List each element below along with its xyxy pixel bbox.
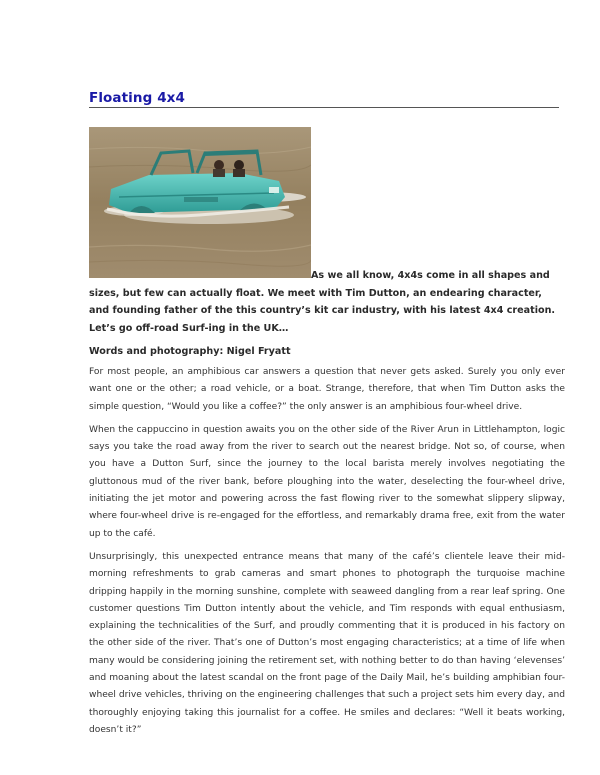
article-body	[89, 364, 565, 745]
title-divider	[89, 107, 559, 108]
body-paragraph: For most people, an amphibious car answers a question that never gets asked. Surely you only ever want one or the other; a road vehicle, or a boat. Strange, therefore, that when Tim Dutton asks the simple question, “Would you like a coffee?” the only answer is an amphibious four-wheel drive.	[89, 367, 565, 412]
amphibious-vehicle-photo	[89, 127, 311, 278]
article-byline: Words and photography: Nigel Fryatt	[89, 346, 291, 357]
body-paragraph: Unsurprisingly, this unexpected entrance means that many of the café’s clientele leave their mid-morning refreshments to grab cameras and smart phones to photograph the turquoise machine dripping happily in the morning sunshine, complete with seaweed dangling from a rear leaf spring. One customer questions Tim Dutton intently about the vehicle, and Tim responds with equal enthusiasm, explaining the technicalities of the Surf, and proudly commenting that it is produced in his factory on the other side of the river. That’s one of Dutton’s most engaging characteristics; at a time of life when many would be considering joining the retirement set, with nothing better to do than having ‘elevenses’ and moaning about the latest scandal on the front page of the Daily Mail, he’s building amphibian four-wheel drive vehicles, thriving on the engineering challenges that such a project sets him every day, and thoroughly enjoying taking this journalist for a coffee. He smiles and declares: “Well it beats working, doesn’t it?”	[89, 551, 565, 735]
article-lead: As we all know, 4x4s come in all shapes and sizes, but few can actually float. We meet with Tim Dutton, an endearing character, and founding father of the this country’s kit car industry, with his latest 4x4 creation. Let’s go off-road Surf-ing in the UK…	[89, 270, 556, 334]
article-title: Floating 4x4	[89, 90, 185, 106]
body-paragraph: When the cappuccino in question awaits you on the other side of the River Arun in Littlehampton, logic says you take the road away from the river to search out the nearest bridge. Not so, of course, when you have a Dutton Surf, since the journey to the local barista merely involves negotiating the gluttonous mud of the river bank, before ploughing into the water, deselecting the four-wheel drive, initiating the jet motor and powering across the fast flowing river to the somewhat slippery slipway, where four-wheel drive is re-engaged for the effortless, and remarkably drama free, exit from the water up to the café.	[89, 424, 565, 539]
